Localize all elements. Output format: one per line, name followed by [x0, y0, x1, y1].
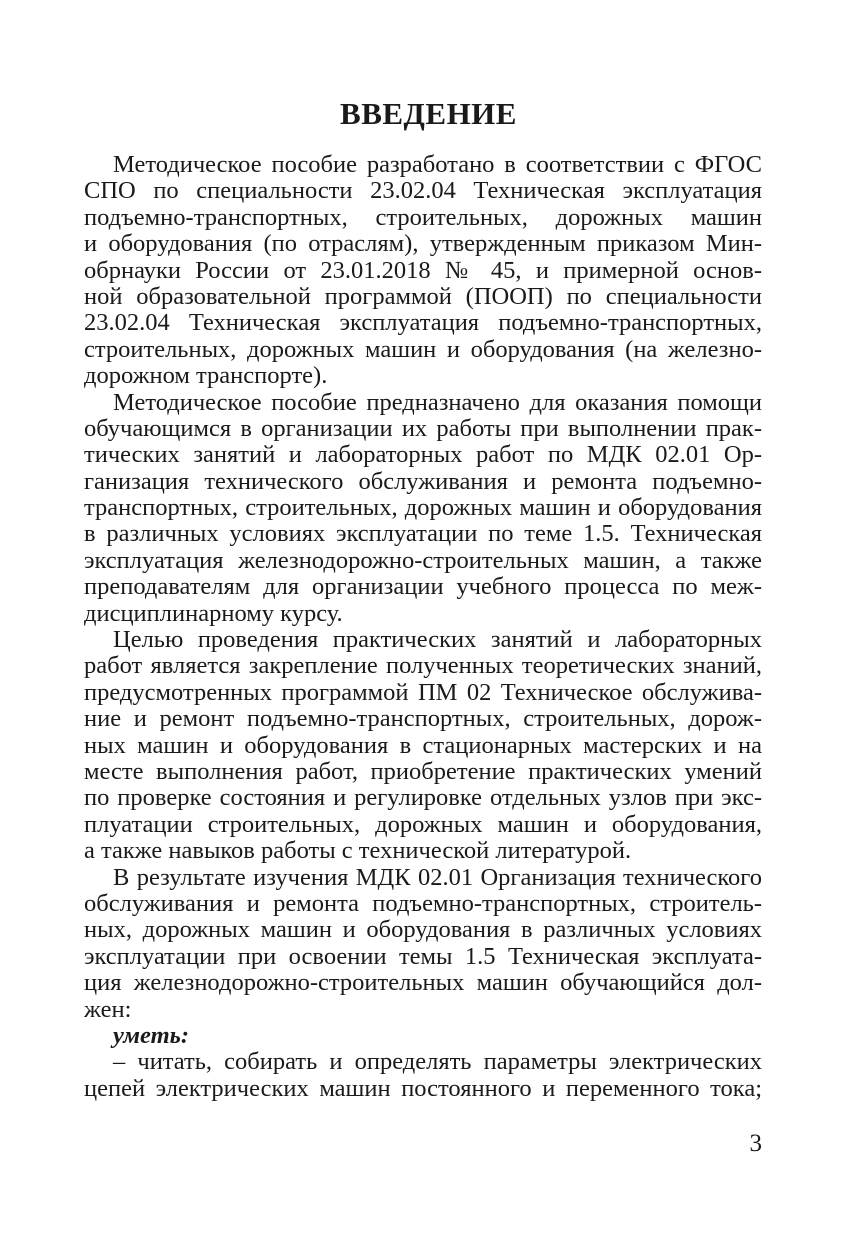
text-line: плуатации строительных, дорожных машин и оборудования, — [84, 811, 762, 838]
text-line: преподавателям для организации учебного процесса по меж- — [84, 574, 762, 601]
text-line: обрнауки России от 23.01.2018 № 45, и примерной основ- — [84, 257, 762, 284]
text-line: – читать, собирать и определять параметры электрических — [113, 1049, 762, 1076]
text-line: Методическое пособие предназначено для оказания помощи — [113, 389, 762, 416]
text-line: работ является закрепление полученных теоретических знаний, — [84, 653, 762, 680]
text-line: дорожном транспорте). — [84, 363, 328, 390]
text-line: дисциплинарному курсу. — [84, 600, 343, 627]
body-text — [84, 152, 762, 1102]
subheading-line: уметь: — [113, 1022, 190, 1049]
section-title: ВВЕДЕНИЕ — [340, 96, 517, 131]
text-line: Методическое пособие разработано в соответствии с ФГОС — [113, 152, 762, 178]
text-line: эксплуатации при освоении темы 1.5 Техническая эксплуата- — [84, 943, 762, 970]
text-line: месте выполнения работ, приобретение практических умений — [84, 758, 762, 785]
text-line: жен: — [84, 996, 132, 1023]
text-line: транспортных, строительных, дорожных машин и оборудования — [84, 495, 762, 522]
text-line: Целью проведения практических занятий и лабораторных — [113, 627, 762, 654]
page-number: 3 — [749, 1130, 762, 1157]
text-line: обслуживания и ремонта подъемно-транспортных, строитель- — [84, 890, 762, 917]
text-line: и оборудования (по отраслям), утвержденным приказом Мин- — [84, 231, 762, 258]
text-line: В результате изучения МДК 02.01 Организация технического — [113, 864, 762, 891]
text-line: тических занятий и лабораторных работ по МДК 02.01 Ор- — [84, 442, 762, 469]
text-line: а также навыков работы с технической литературой. — [84, 838, 632, 865]
text-line: ных машин и оборудования в стационарных мастерских и на — [84, 732, 762, 759]
text-line: ние и ремонт подъемно-транспортных, строительных, дорож- — [84, 706, 762, 733]
text-line: обучающимся в организации их работы при выполнении прак- — [84, 415, 762, 442]
text-line: эксплуатация железнодорожно-строительных машин, а также — [84, 547, 762, 574]
text-line: ция железнодорожно-строительных машин обучающийся дол- — [84, 970, 762, 997]
text-line: строительных, дорожных машин и оборудования (на железно- — [84, 336, 762, 363]
text-line: предусмотренных программой ПМ 02 Техническое обслужива- — [84, 679, 762, 706]
text-line: ной образовательной программой (ПООП) по специальности — [84, 283, 762, 310]
text-line: по проверке состояния и регулировке отдельных узлов при экс- — [84, 785, 762, 812]
text-line: 23.02.04 Техническая эксплуатация подъемно-транспортных, — [84, 310, 762, 337]
text-line: ганизация технического обслуживания и ремонта подъемно- — [84, 468, 762, 495]
text-line: в различных условиях эксплуатации по теме 1.5. Техническая — [84, 521, 762, 548]
text-line: ных, дорожных машин и оборудования в различных условиях — [84, 917, 762, 944]
text-line: СПО по специальности 23.02.04 Техническая эксплуатация — [84, 178, 762, 205]
text-line: цепей электрических машин постоянного и переменного тока; — [84, 1075, 762, 1102]
text-line: подъемно-транспортных, строительных, дорожных машин — [84, 204, 762, 231]
